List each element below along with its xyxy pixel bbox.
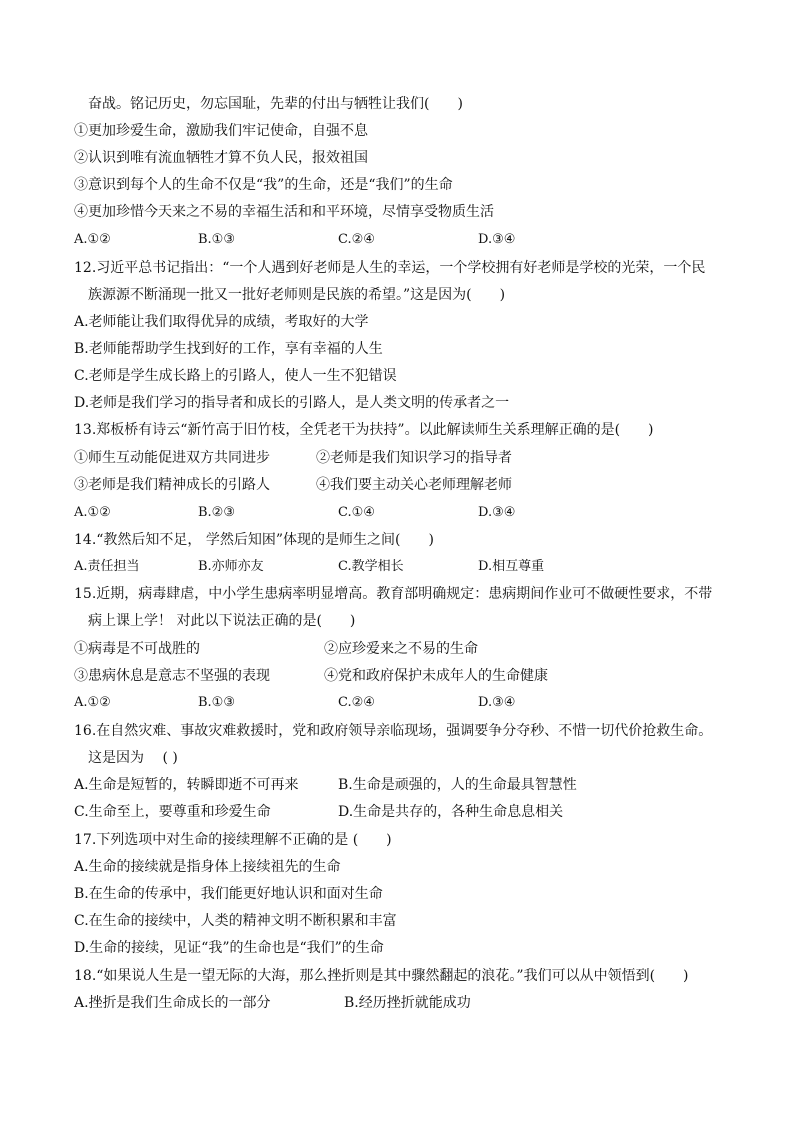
- q13-option-a: A.①②: [74, 505, 111, 520]
- q14-stem: 14.“教然后知不足， 学然后知困”体现的是师生之间( ): [74, 532, 434, 548]
- q15-option-d: D.③④: [478, 695, 516, 710]
- q14-option-c: C.教学相长: [338, 559, 404, 574]
- q16-option-c: C.生命至上，要尊重和珍爱生命: [74, 804, 271, 820]
- q18-stem: 18.“如果说人生是一望无际的大海，那么挫折则是其中骤然翻起的浪花。”我们可以从中领悟到( ): [74, 968, 689, 984]
- q16-option-d: D.生命是共存的，各种生命息息相关: [338, 804, 564, 820]
- q13-option-d: D.③④: [478, 505, 516, 520]
- q12-option-b: B.老师能帮助学生找到好的工作，享有幸福的人生: [74, 341, 383, 357]
- q13-statement-1: ①师生互动能促进双方共同进步: [74, 450, 270, 466]
- q16-stem: 16.在自然灾难、事故灾难救援时，党和政府领导亲临现场，强调要争分夺秒、不惜一切代价抢救生命。: [74, 723, 713, 739]
- q18-option-b: B.经历挫折就能成功: [344, 995, 471, 1011]
- q17-stem: 17.下列选项中对生命的接续理解不正确的是 ( ): [74, 832, 392, 848]
- q18-option-a: A.挫折是我们生命成长的一部分: [74, 995, 271, 1011]
- q17-option-c: C.在生命的接续中，人类的精神文明不断积累和丰富: [74, 913, 397, 929]
- q15-option-b: B.①③: [198, 695, 235, 710]
- q12-stem: 12.习近平总书记指出：“一个人遇到好老师是人生的幸运，一个学校拥有好老师是学校的光荣，一个民: [74, 260, 706, 276]
- q12-option-c: C.老师是学生成长路上的引路人，使人一生不犯错误: [74, 368, 397, 384]
- q14-option-d: D.相互尊重: [478, 559, 545, 574]
- q11-statement-2: ②认识到唯有流血牺牲才算不负人民，报效祖国: [74, 150, 368, 166]
- q11-option-a: A.①②: [74, 232, 111, 247]
- q12-stem-cont: 族源源不断涌现一批又一批好老师则是民族的希望。”这是因为( ): [88, 287, 506, 303]
- q14-option-b: B.亦师亦友: [198, 559, 264, 574]
- q12-option-d: D.老师是我们学习的指导者和成长的引路人，是人类文明的传承者之一: [74, 395, 510, 411]
- q11-stem-tail: 奋战。铭记历史，勿忘国耻，先辈的付出与牺牲让我们( ): [88, 96, 463, 112]
- q12-option-a: A.老师能让我们取得优异的成绩，考取好的大学: [74, 314, 369, 330]
- q16-stem-cont: 这是因为 ( ): [88, 750, 178, 766]
- q15-option-a: A.①②: [74, 695, 111, 710]
- q17-option-b: B.在生命的传承中，我们能更好地认识和面对生命: [74, 886, 383, 902]
- q11-statement-4: ④更加珍惜今天来之不易的幸福生活和和平环境，尽情享受物质生活: [74, 204, 494, 220]
- q15-statement-2: ②应珍爱来之不易的生命: [324, 641, 478, 657]
- q15-statement-1: ①病毒是不可战胜的: [74, 641, 200, 657]
- q15-statement-3: ③患病休息是意志不坚强的表现: [74, 668, 270, 684]
- q11-option-d: D.③④: [478, 232, 516, 247]
- q15-option-c: C.②④: [338, 695, 375, 710]
- q13-stem: 13.郑板桥有诗云“新竹高于旧竹枝，全凭老干为扶持”。以此解读师生关系理解正确的是( ): [74, 422, 654, 438]
- q13-option-c: C.①④: [338, 505, 375, 520]
- q16-option-a: A.生命是短暂的，转瞬即逝不可再来: [74, 777, 299, 793]
- q17-option-d: D.生命的接续，见证“我”的生命也是“我们”的生命: [74, 940, 384, 956]
- q11-option-c: C.②④: [338, 232, 375, 247]
- q15-statement-4: ④党和政府保护未成年人的生命健康: [324, 668, 548, 684]
- q17-option-a: A.生命的接续就是指身体上接续祖先的生命: [74, 859, 341, 875]
- q11-statement-3: ③意识到每个人的生命不仅是“我”的生命，还是“我们”的生命: [74, 177, 453, 193]
- q16-option-b: B.生命是顽强的，人的生命最具智慧性: [338, 777, 577, 793]
- q13-option-b: B.②③: [198, 505, 235, 520]
- q11-option-b: B.①③: [198, 232, 235, 247]
- q11-statement-1: ①更加珍爱生命，激励我们牢记使命，自强不息: [74, 123, 368, 139]
- q13-statement-2: ②老师是我们知识学习的指导者: [316, 450, 512, 466]
- q13-statement-3: ③老师是我们精神成长的引路人: [74, 477, 270, 493]
- q15-stem: 15.近期，病毒肆虐，中小学生患病率明显增高。教育部明确规定：患病期间作业可不做硬性要求，不带: [74, 586, 713, 602]
- q15-stem-cont: 病上课上学！ 对此以下说法正确的是( ): [88, 613, 356, 629]
- q13-statement-4: ④我们要主动关心老师理解老师: [316, 477, 512, 493]
- q14-option-a: A.责任担当: [74, 559, 140, 574]
